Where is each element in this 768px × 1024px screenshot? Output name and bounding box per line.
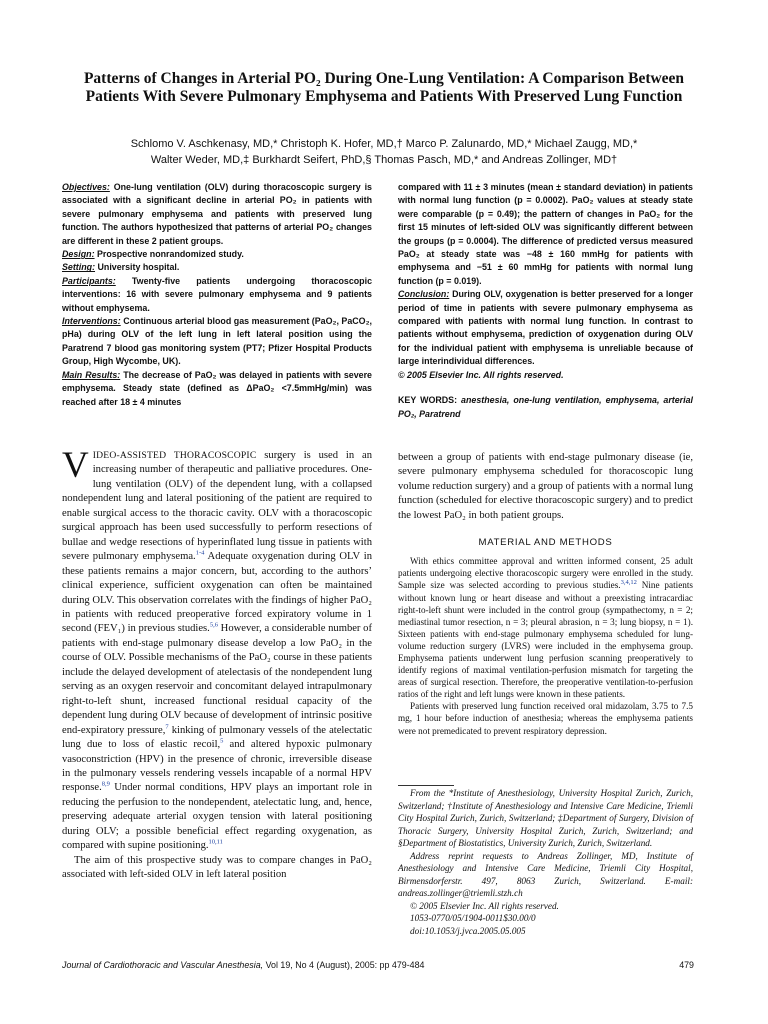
journal-name: Journal of Cardiothoracic and Vascular Anesthesia, (62, 960, 264, 970)
participants-label: Participants: (62, 275, 116, 286)
main-results-label: Main Results: (62, 369, 121, 380)
reprint-address: Address reprint requests to Andreas Zollinger, MD, Institute of Anesthesiology and Intensive Care Medicine, Triemli City Hospital, Birmensdorferstr. 497, 8063 Zurich, Switzerland. E-mail: andreas.zollinger@triemli.stzh.ch (398, 850, 693, 898)
interventions-text: Continuous arterial blood gas measurement (PaO₂, PaCO₂, pHa) during OLV of the left lung in left lateral position using the Paratrend 7 blood gas monitoring system (PT7; Pfizer Hospital Products Group, High Wycombe, UK). (62, 316, 372, 367)
intro-text-3: However, a considerable number of patients with end-stage pulmonary disease develop a low PaO₂ in the course of OLV. Possible mechanisms of the PaO₂ course in these patients include the delayed development of atelectasis of the nondependent lung serving as an oxygen reservoir and concomitant delayed intrapulmonary right-to-left shunt, increased functional residual capacity of the dependent lung during OLV because of development of intrinsic positive end-expiratory pressure, (62, 623, 373, 736)
citation-ref[interactable]: 8,9 (101, 780, 110, 788)
design-text: Prospective nonrandomized study. (97, 249, 244, 260)
conclusion-text: During OLV, oxygenation is better preserved for a longer period of time in patients with severe pulmonary emphysema as compared with patients with normal lung function. In contrast to patients without emphysema, prediction of oxygenation during OLV for the individual patient with emphysema is unreliable because of large interindividual differences. (398, 289, 693, 367)
abstract-interventions (62, 315, 372, 369)
affiliation-from: From the *Institute of Anesthesiology, University Hospital Zurich, Zurich, Switzerland; †Institute of Anesthesiology and Intensive Care Medicine, Triemli City Hospital Zurich, Zurich, Switzerland; ‡Department of Surgery, Division of Thoracic Surgery, University Hospital Zurich, Zurich, Switzerland; and §Department of Biostatistics, University Zurich, Zurich, Switzerland. (398, 788, 693, 848)
keywords (398, 394, 693, 421)
methods-heading: MATERIAL AND METHODS (478, 537, 613, 549)
abstract-left-column (62, 181, 372, 409)
abstract-participants (62, 275, 372, 315)
conclusion-label: Conclusion: (398, 289, 450, 300)
abstract-setting (62, 261, 372, 274)
keywords-text: anesthesia, one-lung ventilation, emphysema, arterial PO₂, Paratrend (398, 395, 693, 419)
page-footer (62, 960, 694, 970)
main-results-text: The decrease of PaO₂ was delayed in patients with severe emphysema. Steady state (defined as ΔPaO₂ <7.5mmHg/min) was reached after 18 ± 4 minutes (62, 369, 372, 407)
page-number: 479 (679, 960, 694, 970)
keywords-label: KEY WORDS: (398, 395, 458, 406)
body-left-column (62, 445, 373, 883)
journal-citation: Vol 19, No 4 (August), 2005: pp 479-484 (263, 960, 425, 970)
intro-paragraph (62, 445, 373, 854)
abstract-copyright: © 2005 Elsevier Inc. All rights reserved. (398, 369, 564, 380)
abstract-main-results (62, 369, 372, 409)
intro-text-4: kinking of pulmonary vessels of the atelectatic lung due to loss of elastic recoil, (62, 724, 373, 751)
body-right-column (398, 451, 693, 737)
doi[interactable]: doi:10.1053/j.jvca.2005.05.005 (410, 925, 526, 936)
objectives-text: One-lung ventilation (OLV) during thoracoscopic surgery is associated with a significant decline in arterial PO₂ in patients with severe pulmonary emphysema and patients with preserved lung function. The authors hypothesized that patterns of arterial PO₂ changes are different in these 2 patient groups. (62, 182, 372, 246)
drop-cap: V (62, 445, 89, 486)
author-list (60, 136, 708, 168)
citation-ref[interactable]: 7 (165, 723, 169, 731)
citation-ref[interactable]: 5,6 (209, 621, 218, 629)
participants-text: Twenty-five patients undergoing thoracoscopic interventions: 16 with severe pulmonary emphysema and 9 patients without emphysema. (62, 275, 372, 313)
authors-line-1: Schlomo V. Aschkenasy, MD,* Christoph K. Hofer, MD,† Marco P. Zalunardo, MD,* Michael Zaugg, MD,* (130, 138, 638, 150)
objectives-label: Objectives: (62, 182, 110, 192)
interventions-label: Interventions: (62, 316, 121, 327)
design-label: Design: (62, 249, 95, 260)
authors-line-2: Walter Weder, MD,‡ Burkhardt Seifert, PhD,§ Thomas Pasch, MD,* and Andreas Zollinger, MD† (150, 154, 618, 166)
citation-ref[interactable]: 5 (220, 737, 224, 745)
article-title: Patterns of Changes in Arterial PO₂ During One-Lung Ventilation: A Comparison Between Patients With Severe Pulmonary Emphysema and Patients With Preserved Lung Function (83, 70, 685, 105)
aim-paragraph-continued: between a group of patients with end-stage pulmonary disease (ie, severe pulmonary emphysema scheduled for thoracoscopic lung volume reduction surgery) and a group of patients with a normal lung function (scheduled for elective thoracoscopic surgery) and to predict the lowest PaO₂ in both patient groups. (398, 452, 693, 521)
citation-ref[interactable]: 3,4,12 (620, 579, 637, 587)
intro-lead: IDEO-ASSISTED THORACOSCOPIC (92, 450, 257, 461)
setting-text: University hospital. (97, 262, 180, 273)
intro-text-6: Under normal conditions, HPV plays an important role in reducing the perfusion to the nondependent, atelectatic lung, and, hence, preserving adequate arterial oxygen tension with lateral positioning during OLV; a possible beneficial effect regarding oxygenation, as compared with supine positioning. (62, 782, 372, 852)
citation-ref[interactable]: 10,11 (208, 838, 223, 846)
methods-paragraph-2: Patients with preserved lung function received oral midazolam, 3.75 to 7.5 mg, 1 hour before induction of anesthesia; whereas the emphysema patients were not premedicated to prevent respiratory depression. (398, 701, 693, 736)
abstract-results-continued: compared with 11 ± 3 minutes (mean ± standard deviation) in patients with normal lung function (p = 0.0002). PaO₂ values at steady state were comparable (p = 0.49); the pattern of changes in PaO₂ for the first 15 minutes of left-sided OLV was significantly different between the groups (p = 0.0004). The difference of predicted versus measured PaO₂ at steady state was −48 ± 160 mmHg for patients with emphysema and −51 ± 60 mmHg for patients with normal lung function (p = 0.019). (398, 182, 693, 286)
setting-label: Setting: (62, 262, 96, 273)
abstract-design (62, 248, 372, 261)
affiliation-copyright: © 2005 Elsevier Inc. All rights reserved. (410, 900, 559, 911)
methods-text-2: Nine patients without known lung or heart disease and without a preexisting intracardiac right-to-left shunt were included in the control group (sympathectomy, n = 2; mediastinal tumor resection, n = 3; pleural abrasion, n = 3; lung biopsy, n = 1). Sixteen patients with end-stage pulmonary emphysema scheduled for lung-volume reduction surgery (LVRS) were included in the emphysema group. Emphysema patients underwent lung perfusion scanning preoperatively to identify regions of maximal ventilation-perfusion mismatch for targeting the areas of surgical resection. Therefore, the preoperative ventilation-to-perfusion ratios of the right and left lungs were known in these patients. (398, 580, 694, 700)
footnote-divider (398, 785, 454, 786)
methods-text-1: With ethics committee approval and written informed consent, 25 adult patients undergoing elective thoracoscopic surgery were enrolled in the study. Sample size was selected according to previous studies. (398, 556, 693, 591)
aim-paragraph: The aim of this prospective study was to compare changes in PaO₂ associated with left-sided OLV in left lateral position (62, 854, 372, 881)
issn: 1053-0770/05/1904-0011$30.00/0 (410, 913, 536, 923)
methods-paragraph-1 (398, 555, 693, 700)
abstract-conclusion (398, 288, 693, 368)
abstract-right-column (398, 181, 693, 421)
affiliation-footnote (398, 787, 693, 937)
intro-text-2: Adequate oxygenation during OLV in these patients remains a major concern, but, according to the authors’ clinical experience, sufficient oxygenation can often be maintained during OLV. This observation correlates with the findings of higher PaO₂ in patients with reduced preoperative forced expiratory volume in 1 second (FEV₁) in previous studies. (62, 551, 372, 635)
abstract-objectives (62, 181, 372, 248)
citation-ref[interactable]: 1-4 (195, 549, 205, 557)
intro-text-1: surgery is used in an increasing number of therapeutic and palliative procedures. One-lung ventilation (OLV) of the dependent lung, with a collapsed nondependent lung and lateral positioning of the patient are required to enable surgical access to the thoracic cavity. OLV with a thoracoscopic surgical approach has been used successfully to perform resections of bullae and wedge resections of hyperinflated lung tissue in patients with severe pulmonary emphysema. (62, 450, 372, 563)
intro-text-5: and altered hypoxic pulmonary vasoconstriction (HPV) in the presence of chronic, irreversible disease in the pulmonary vessels rendering vessels incapable of a normal HPV response. (62, 739, 372, 794)
